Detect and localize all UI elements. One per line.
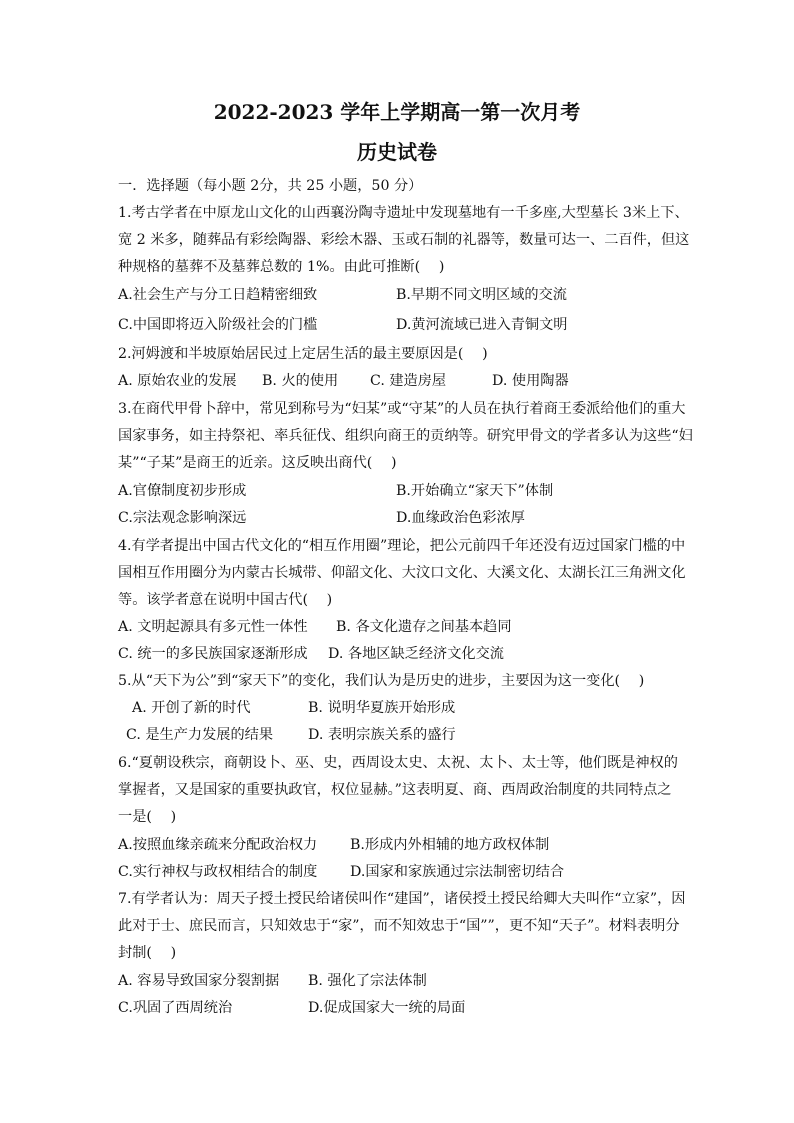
question-5-option-c: C. 是生产力发展的结果 [126, 727, 274, 743]
question-2-option-c: C. 建造房屋 [370, 373, 447, 389]
question-1-option-a: A.社会生产与分工日趋精密细致 [118, 287, 318, 303]
question-7-option-a: A. 容易导致国家分裂割据 [118, 973, 280, 989]
question-1-line-1: 1.考古学者在中原龙山文化的山西襄汾陶寺遗址中发现墓地有一千多座,大型墓长 3米上下、 [118, 205, 689, 221]
question-7-option-b: B. 强化了宗法体制 [308, 973, 427, 989]
question-7-option-c: C.巩固了西周统治 [118, 1000, 233, 1016]
question-2-option-b: B. 火的使用 [262, 373, 339, 389]
section-heading: 一．选择题（每小题 2分，共 25 小题，50 分） [118, 178, 423, 194]
question-3-option-a: A.官僚制度初步形成 [118, 483, 247, 499]
question-4-line-3: 等。该学者意在说明中国古代( ) [118, 592, 333, 608]
question-5-option-b: B. 说明华夏族开始形成 [308, 700, 456, 716]
question-1-line-3: 种规格的墓葬不及墓葬总数的 1%。由此可推断( ) [118, 259, 445, 275]
question-7-line-1: 7.有学者认为：周天子授土授民给诸侯叫作“建国”，诸侯授土授民给卿大夫叫作“立家”，因 [118, 891, 686, 907]
question-6-option-c: C.实行神权与政权相结合的制度 [118, 864, 318, 880]
question-7-line-3: 封制( ) [118, 945, 177, 961]
question-7-line-2: 此对于士、庶民而言，只知效忠于“家”，而不知效忠于“国””，更不知“天子”。材料表明分 [118, 918, 680, 934]
question-2-option-a: A. 原始农业的发展 [118, 373, 237, 389]
question-6-line-1: 6.“夏朝设秩宗，商朝设卜、巫、史，西周设太史、太祝、太卜、太士等，他们既是神权的 [118, 755, 678, 771]
question-1-option-c: C.中国即将迈入阶级社会的门槛 [118, 317, 318, 333]
question-1-option-b: B.早期不同文明区域的交流 [396, 287, 567, 303]
question-3-line-2: 国家事务，如主持祭祀、率兵征伐、组织向商王的贡纳等。研究甲骨文的学者多认为这些“妇 [118, 428, 693, 444]
question-3-option-b: B.开始确立“家天下”体制 [396, 483, 554, 499]
question-3-line-1: 3.在商代甲骨卜辞中，常见到称号为“妇某”或“守某”的人员在执行着商王委派给他们的重大 [118, 401, 686, 417]
question-6-option-d: D.国家和家族通过宗法制密切结合 [350, 864, 565, 880]
question-2-line-1: 2.河姆渡和半坡原始居民过上定居生活的最主要原因是( ) [118, 346, 488, 362]
question-3-line-3: 某”“子某”是商王的近亲。这反映出商代( ) [118, 455, 397, 471]
question-4-line-2: 国相互作用圈分为内蒙古长城带、仰韶文化、大汶口文化、大溪文化、太湖长江三角洲文化 [118, 565, 686, 581]
question-4-option-d: D. 各地区缺乏经济文化交流 [328, 646, 504, 662]
question-3-option-d: D.血缘政治色彩浓厚 [396, 510, 525, 526]
question-1-option-d: D.黄河流域已进入青铜文明 [396, 317, 568, 333]
question-6-option-b: B.形成内外相辅的地方政权体制 [350, 837, 550, 853]
exam-title: 2022-2023 学年上学期高一第一次月考 [213, 100, 581, 124]
question-6-line-3: 一是( ) [118, 809, 177, 825]
question-5-line-1: 5.从“天下为公”到“家天下”的变化，我们认为是历史的进步，主要因为这一变化( ) [118, 673, 645, 689]
question-6-option-a: A.按照血缘亲疏来分配政治权力 [118, 837, 318, 853]
question-4-option-c: C. 统一的多民族国家逐渐形成 [118, 646, 308, 662]
question-4-line-1: 4.有学者提出中国古代文化的“相互作用圈”理论，把公元前四千年还没有迈过国家门槛的中 [118, 538, 686, 554]
question-6-line-2: 掌握者，又是国家的重要执政官，权位显赫。”这表明夏、商、西周政治制度的共同特点之 [118, 782, 672, 798]
question-5-option-d: D. 表明宗族关系的盛行 [308, 727, 456, 743]
question-7-option-d: D.促成国家大一统的局面 [308, 1000, 466, 1016]
question-1-line-2: 宽 2 米多，随葬品有彩绘陶器、彩绘木器、玉或石制的礼器等，数量可达一、二百件，但这 [118, 232, 690, 248]
question-5-option-a: A. 开创了新的时代 [132, 700, 251, 716]
question-2-option-d: D. 使用陶器 [492, 373, 569, 389]
question-4-option-b: B. 各文化遗存之间基本趋同 [336, 619, 512, 635]
question-3-option-c: C.宗法观念影响深远 [118, 510, 247, 526]
question-4-option-a: A. 文明起源具有多元性一体性 [118, 619, 308, 635]
exam-subtitle: 历史试卷 [357, 140, 437, 164]
